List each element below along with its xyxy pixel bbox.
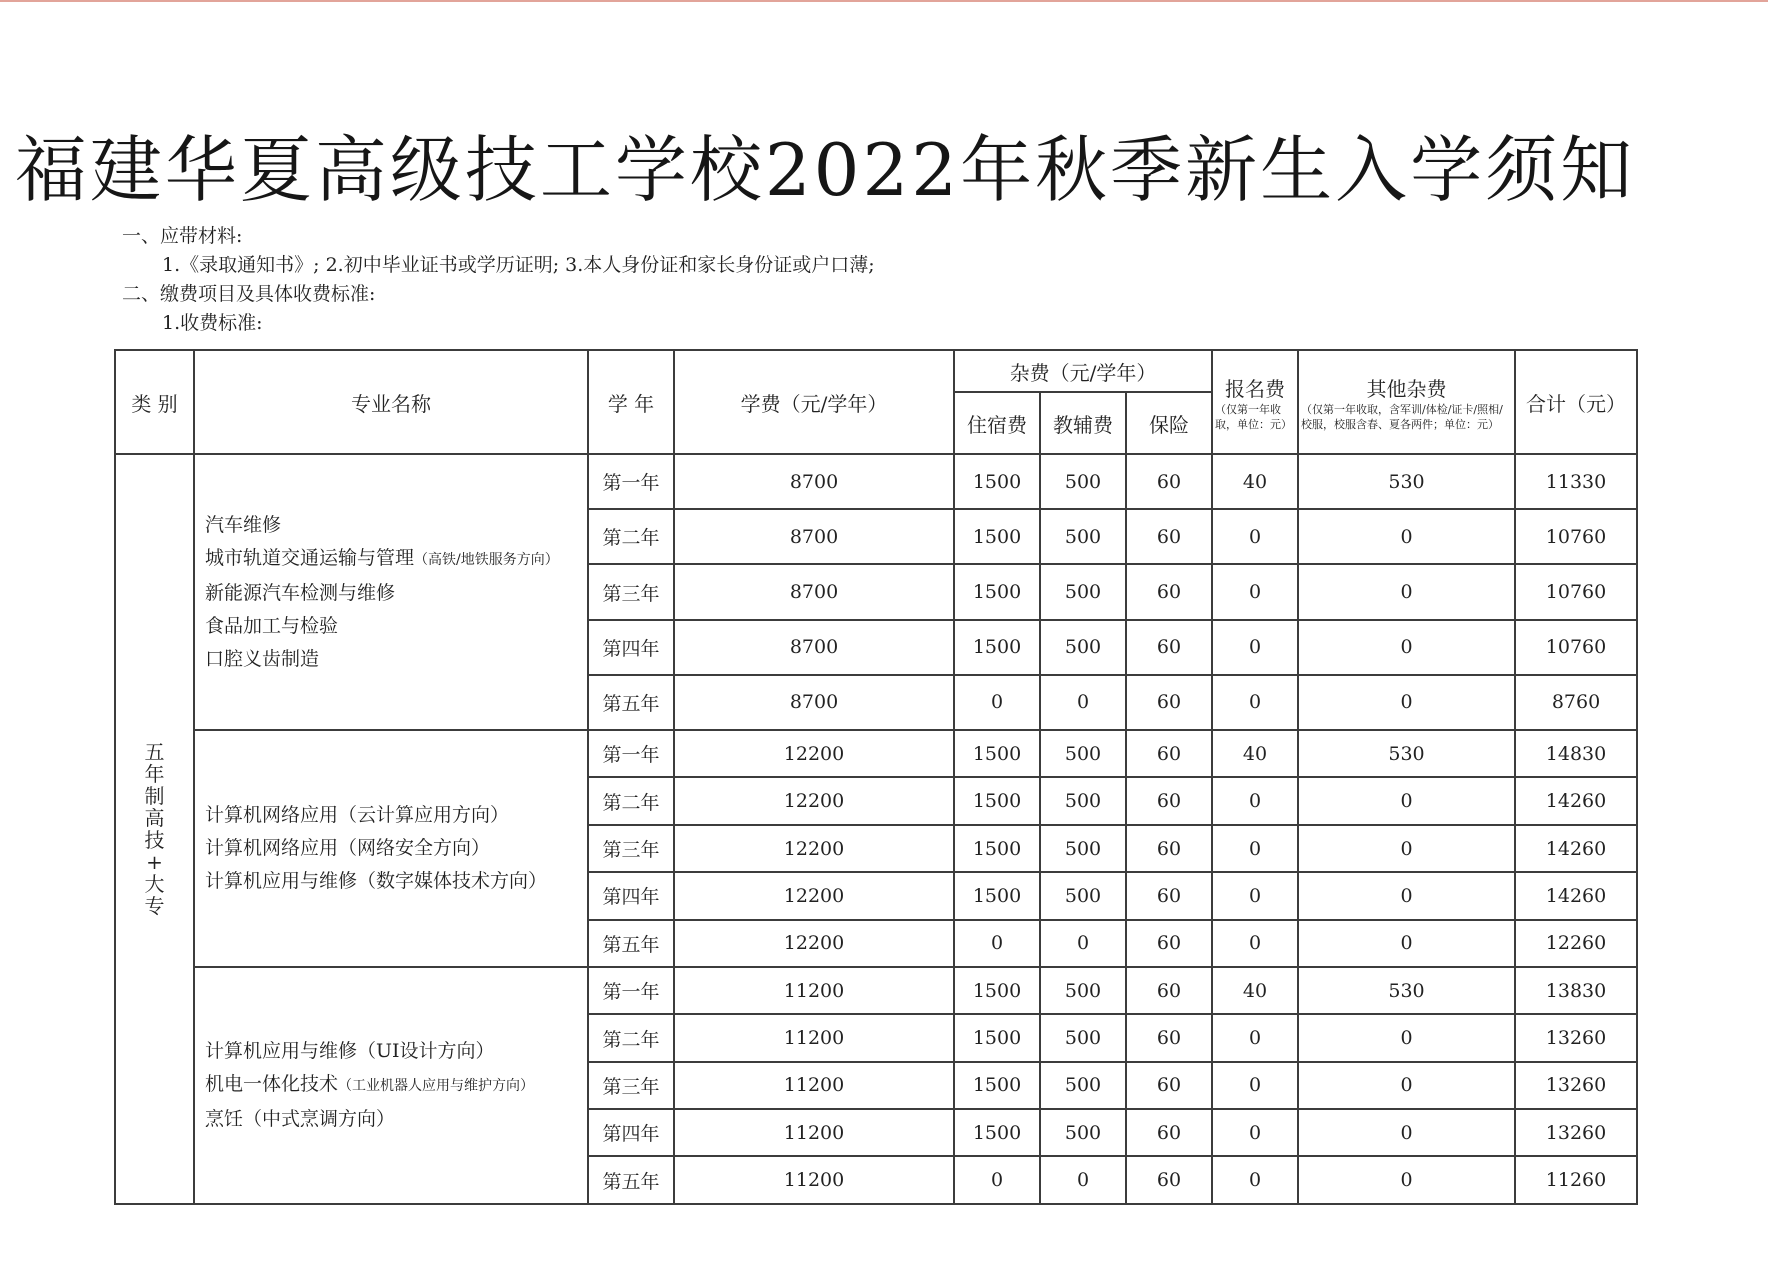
tuition-cell: 12200 xyxy=(674,730,954,777)
registration-cell: 40 xyxy=(1212,967,1298,1014)
total-cell: 12260 xyxy=(1515,920,1637,967)
insurance-cell: 60 xyxy=(1126,509,1212,564)
insurance-cell: 60 xyxy=(1126,1062,1212,1109)
major-name: 计算机应用与维修（UI设计方向） xyxy=(205,1039,495,1062)
other-cell: 0 xyxy=(1298,675,1515,730)
registration-cell: 0 xyxy=(1212,675,1298,730)
fee-table xyxy=(114,349,1638,1205)
header-registration-note: （仅第一年收取，单位：元） xyxy=(1215,402,1293,431)
major-item xyxy=(205,865,587,898)
major-list-cell xyxy=(194,730,588,967)
tuition-cell: 11200 xyxy=(674,967,954,1014)
dorm-cell: 0 xyxy=(954,920,1040,967)
registration-cell: 0 xyxy=(1212,509,1298,564)
dorm-cell: 1500 xyxy=(954,777,1040,824)
dorm-cell: 1500 xyxy=(954,967,1040,1014)
total-cell: 13830 xyxy=(1515,967,1637,1014)
category-char: 专 xyxy=(144,894,165,918)
header-row-1 xyxy=(115,350,1637,392)
registration-cell: 0 xyxy=(1212,564,1298,619)
registration-cell: 0 xyxy=(1212,825,1298,872)
year-cell: 第三年 xyxy=(588,825,674,872)
tutoring-cell: 0 xyxy=(1040,675,1126,730)
tuition-cell: 11200 xyxy=(674,1156,954,1204)
header-other-note-2: 校服，校服含春、夏各两件；单位：元） xyxy=(1301,417,1500,431)
header-tutoring: 教辅费 xyxy=(1040,392,1126,454)
year-cell: 第四年 xyxy=(588,620,674,675)
tutoring-cell: 500 xyxy=(1040,1062,1126,1109)
registration-cell: 0 xyxy=(1212,872,1298,919)
major-name: 计算机网络应用（网络安全方向） xyxy=(205,837,491,860)
year-cell: 第三年 xyxy=(588,1062,674,1109)
dorm-cell: 1500 xyxy=(954,509,1040,564)
other-cell: 0 xyxy=(1298,1062,1515,1109)
section-2-heading: 二、缴费项目及具体收费标准: xyxy=(122,283,376,305)
major-name: 汽车维修 xyxy=(205,513,282,536)
tuition-cell: 8700 xyxy=(674,675,954,730)
year-cell: 第二年 xyxy=(588,1014,674,1061)
total-cell: 13260 xyxy=(1515,1062,1637,1109)
total-cell: 14260 xyxy=(1515,872,1637,919)
fee-table-body xyxy=(115,454,1637,1204)
tutoring-cell: 500 xyxy=(1040,1109,1126,1156)
header-year: 学 年 xyxy=(588,350,674,454)
insurance-cell: 60 xyxy=(1126,967,1212,1014)
category-cell xyxy=(115,454,194,1204)
other-cell: 530 xyxy=(1298,967,1515,1014)
header-other-label: 其他杂费 xyxy=(1366,376,1447,401)
major-note: （高铁/地铁服务方向） xyxy=(414,551,559,568)
header-other-note-1: （仅第一年收取，含军训/体检/证卡/照相/ xyxy=(1301,402,1503,416)
major-item xyxy=(205,509,587,542)
insurance-cell: 60 xyxy=(1126,730,1212,777)
other-cell: 0 xyxy=(1298,825,1515,872)
year-cell: 第二年 xyxy=(588,509,674,564)
registration-cell: 0 xyxy=(1212,777,1298,824)
category-char: 五 xyxy=(144,740,165,764)
major-name: 机电一体化技术 xyxy=(205,1072,339,1095)
tuition-cell: 11200 xyxy=(674,1062,954,1109)
year-cell: 第四年 xyxy=(588,872,674,919)
year-cell: 第五年 xyxy=(588,675,674,730)
major-item xyxy=(205,577,587,610)
tuition-cell: 12200 xyxy=(674,825,954,872)
header-tuition: 学费（元/学年） xyxy=(674,350,954,454)
registration-cell: 40 xyxy=(1212,454,1298,509)
tutoring-cell: 0 xyxy=(1040,920,1126,967)
major-item xyxy=(205,610,587,643)
category-char: 大 xyxy=(144,872,165,896)
tutoring-cell: 500 xyxy=(1040,825,1126,872)
table-row xyxy=(115,454,1637,509)
major-item xyxy=(205,1068,587,1103)
major-name: 口腔义齿制造 xyxy=(205,647,320,670)
tuition-cell: 8700 xyxy=(674,509,954,564)
tutoring-cell: 500 xyxy=(1040,967,1126,1014)
tutoring-cell: 500 xyxy=(1040,509,1126,564)
other-cell: 0 xyxy=(1298,509,1515,564)
major-list-cell xyxy=(194,454,588,730)
tutoring-cell: 500 xyxy=(1040,777,1126,824)
dorm-cell: 1500 xyxy=(954,872,1040,919)
dorm-cell: 0 xyxy=(954,675,1040,730)
tuition-cell: 11200 xyxy=(674,1109,954,1156)
insurance-cell: 60 xyxy=(1126,1014,1212,1061)
header-total: 合计（元） xyxy=(1515,350,1637,454)
total-cell: 14260 xyxy=(1515,825,1637,872)
insurance-cell: 60 xyxy=(1126,777,1212,824)
year-cell: 第一年 xyxy=(588,454,674,509)
other-cell: 0 xyxy=(1298,1109,1515,1156)
insurance-cell: 60 xyxy=(1126,454,1212,509)
year-cell: 第一年 xyxy=(588,730,674,777)
dorm-cell: 1500 xyxy=(954,564,1040,619)
dorm-cell: 1500 xyxy=(954,1062,1040,1109)
dorm-cell: 0 xyxy=(954,1156,1040,1204)
category-char: 技 xyxy=(144,828,165,852)
page-title: 福建华夏高级技工学校2022年秋季新生入学须知 xyxy=(14,128,1636,212)
major-item xyxy=(205,1103,587,1136)
year-cell: 第三年 xyxy=(588,564,674,619)
year-cell: 第五年 xyxy=(588,1156,674,1204)
major-name: 食品加工与检验 xyxy=(205,614,339,637)
total-cell: 10760 xyxy=(1515,564,1637,619)
dorm-cell: 1500 xyxy=(954,1109,1040,1156)
other-cell: 0 xyxy=(1298,564,1515,619)
insurance-cell: 60 xyxy=(1126,825,1212,872)
header-registration-label: 报名费 xyxy=(1225,376,1286,401)
major-name: 城市轨道交通运输与管理 xyxy=(205,546,415,569)
tutoring-cell: 0 xyxy=(1040,1156,1126,1204)
table-row xyxy=(115,967,1637,1014)
category-char: 制 xyxy=(144,784,165,808)
tuition-cell: 8700 xyxy=(674,454,954,509)
tutoring-cell: 500 xyxy=(1040,454,1126,509)
section-2-item: 1.收费标准: xyxy=(162,312,263,334)
insurance-cell: 60 xyxy=(1126,620,1212,675)
total-cell: 13260 xyxy=(1515,1109,1637,1156)
insurance-cell: 60 xyxy=(1126,1109,1212,1156)
other-cell: 0 xyxy=(1298,1156,1515,1204)
header-category: 类 别 xyxy=(115,350,194,454)
total-cell: 14830 xyxy=(1515,730,1637,777)
other-cell: 0 xyxy=(1298,620,1515,675)
category-char: + xyxy=(146,850,163,874)
tutoring-cell: 500 xyxy=(1040,730,1126,777)
section-1-item: 1.《录取通知书》; 2.初中毕业证书或学历证明; 3.本人身份证和家长身份证或户口薄; xyxy=(162,254,875,276)
total-cell: 10760 xyxy=(1515,620,1637,675)
header-other xyxy=(1298,350,1515,454)
year-cell: 第一年 xyxy=(588,967,674,1014)
registration-cell: 0 xyxy=(1212,620,1298,675)
year-cell: 第二年 xyxy=(588,777,674,824)
dorm-cell: 1500 xyxy=(954,454,1040,509)
registration-cell: 40 xyxy=(1212,730,1298,777)
tuition-cell: 12200 xyxy=(674,920,954,967)
tuition-cell: 12200 xyxy=(674,872,954,919)
total-cell: 11330 xyxy=(1515,454,1637,509)
registration-cell: 0 xyxy=(1212,1062,1298,1109)
dorm-cell: 1500 xyxy=(954,730,1040,777)
header-misc: 杂费（元/学年） xyxy=(954,350,1212,392)
tuition-cell: 8700 xyxy=(674,564,954,619)
major-name: 烹饪（中式烹调方向） xyxy=(205,1107,396,1130)
other-cell: 0 xyxy=(1298,1014,1515,1061)
major-note: （工业机器人应用与维护方向） xyxy=(338,1077,535,1094)
tuition-cell: 11200 xyxy=(674,1014,954,1061)
insurance-cell: 60 xyxy=(1126,920,1212,967)
tutoring-cell: 500 xyxy=(1040,872,1126,919)
registration-cell: 0 xyxy=(1212,1014,1298,1061)
header-major: 专业名称 xyxy=(194,350,588,454)
insurance-cell: 60 xyxy=(1126,675,1212,730)
other-cell: 530 xyxy=(1298,454,1515,509)
registration-cell: 0 xyxy=(1212,1156,1298,1204)
year-cell: 第五年 xyxy=(588,920,674,967)
total-cell: 14260 xyxy=(1515,777,1637,824)
other-cell: 0 xyxy=(1298,777,1515,824)
notes-section xyxy=(122,222,875,338)
dorm-cell: 1500 xyxy=(954,825,1040,872)
major-name: 新能源汽车检测与维修 xyxy=(205,581,396,604)
insurance-cell: 60 xyxy=(1126,872,1212,919)
total-cell: 8760 xyxy=(1515,675,1637,730)
registration-cell: 0 xyxy=(1212,920,1298,967)
major-name: 计算机网络应用（云计算应用方向） xyxy=(205,804,510,827)
major-item xyxy=(205,643,587,676)
insurance-cell: 60 xyxy=(1126,564,1212,619)
top-border-line xyxy=(0,0,1768,2)
section-1-heading: 一、应带材料: xyxy=(122,225,243,247)
insurance-cell: 60 xyxy=(1126,1156,1212,1204)
tuition-cell: 8700 xyxy=(674,620,954,675)
major-name: 计算机应用与维修（数字媒体技术方向） xyxy=(205,870,548,893)
registration-cell: 0 xyxy=(1212,1109,1298,1156)
tutoring-cell: 500 xyxy=(1040,564,1126,619)
tuition-cell: 12200 xyxy=(674,777,954,824)
total-cell: 11260 xyxy=(1515,1156,1637,1204)
category-char: 高 xyxy=(144,806,165,830)
major-item xyxy=(205,799,587,832)
header-registration xyxy=(1212,350,1298,454)
dorm-cell: 1500 xyxy=(954,1014,1040,1061)
tutoring-cell: 500 xyxy=(1040,620,1126,675)
total-cell: 10760 xyxy=(1515,509,1637,564)
table-row xyxy=(115,730,1637,777)
year-cell: 第四年 xyxy=(588,1109,674,1156)
tutoring-cell: 500 xyxy=(1040,1014,1126,1061)
other-cell: 530 xyxy=(1298,730,1515,777)
category-char: 年 xyxy=(144,762,165,786)
header-dorm: 住宿费 xyxy=(954,392,1040,454)
major-list-cell xyxy=(194,967,588,1204)
major-item xyxy=(205,832,587,865)
dorm-cell: 1500 xyxy=(954,620,1040,675)
major-item xyxy=(205,542,587,577)
other-cell: 0 xyxy=(1298,920,1515,967)
header-insurance: 保险 xyxy=(1126,392,1212,454)
major-item xyxy=(205,1035,587,1068)
other-cell: 0 xyxy=(1298,872,1515,919)
total-cell: 13260 xyxy=(1515,1014,1637,1061)
